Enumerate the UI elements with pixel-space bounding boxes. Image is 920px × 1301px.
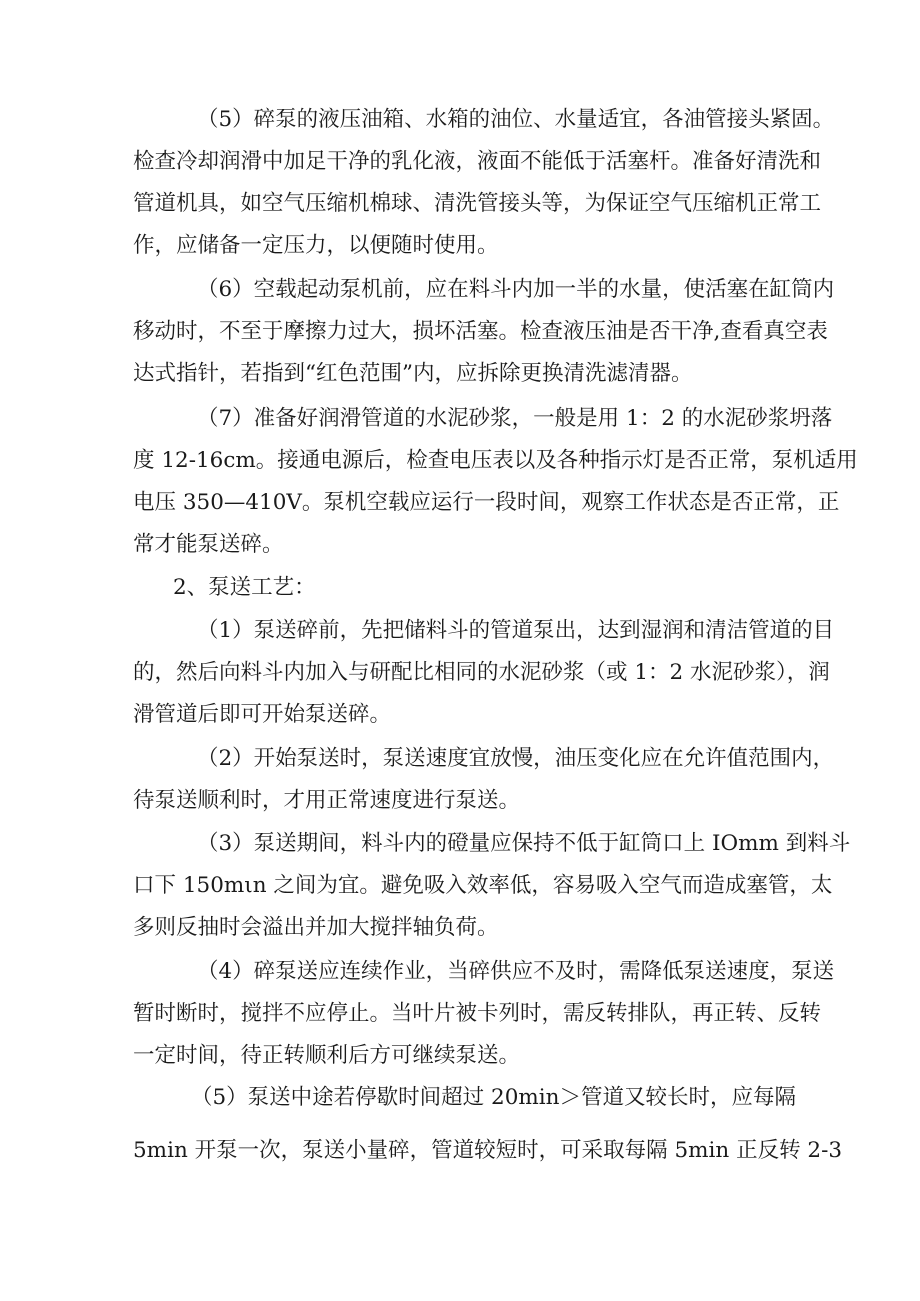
paragraph-line: （6）空载起动泵机前，应在料斗内加一半的水量，使活塞在缸筒内 [197, 277, 835, 302]
paragraph-line: 电压 350—410V。泵机空载应运行一段时间，观察工作状态是否正常，正 [133, 490, 840, 515]
paragraph-line: 移动时，不至于摩擦力过大，损坏活塞。检查液压油是否干净,查看真空表 [133, 319, 828, 344]
paragraph-line: 度 12-16cm。接通电源后，检查电压表以及各种指示灯是否正常，泵机适用 [133, 448, 858, 473]
paragraph-line: 滑管道后即可开始泵送碎。 [133, 702, 392, 727]
paragraph-line: 口下 150mιn 之间为宜。避免吸入效率低，容易吸入空气而造成塞管，太 [133, 873, 833, 898]
section-heading: 2、泵送工艺： [173, 575, 316, 600]
paragraph-line: 多则反抽时会溢出并加大搅拌轴负荷。 [133, 915, 499, 940]
paragraph-line: 5min 开泵一次，泵送小量碎，管道较短时，可采取每隔 5min 正反转 2-3 [133, 1138, 843, 1163]
paragraph-line: （2）开始泵送时，泵送速度宜放慢，油压变化应在允许值范围内， [197, 746, 835, 771]
paragraph-line: 检查冷却润滑中加足干净的乳化液，液面不能低于活塞杆。准备好清洗和 [133, 149, 822, 174]
paragraph-line: （7）准备好润滑管道的水泥砂浆，一般是用 1：2 的水泥砂浆坍落 [197, 406, 833, 431]
paragraph-line: 的，然后向料斗内加入与研配比相同的水泥砂浆（或 1：2 水泥砂浆），润 [133, 660, 830, 685]
paragraph-line: 常才能泵送碎。 [133, 532, 284, 557]
paragraph-line: （3）泵送期间，料斗内的磴量应保持不低于缸筒口上 IOmm 到料斗 [197, 831, 851, 856]
paragraph-line: 达式指针，若指到“红色范围”内，应拆除更换清洗滤清器。 [133, 361, 693, 386]
paragraph-line: 管道机具，如空气压缩机棉球、清洗管接头等，为保证空气压缩机正常工 [133, 191, 822, 216]
paragraph-line: 待泵送顺利时，才用正常速度进行泵送。 [133, 788, 521, 813]
paragraph-line: 作，应储备一定压力，以便随时使用。 [133, 233, 499, 258]
paragraph-line: 一定时间，待正转顺利后方可继续泵送。 [133, 1043, 521, 1068]
paragraph-line: 暂时断时，搅拌不应停止。当叶片被卡列时，需反转排队，再正转、反转 [133, 1001, 822, 1026]
paragraph-line: （4）碎泵送应连续作业，当碎供应不及时，需降低泵送速度，泵送 [197, 959, 835, 984]
paragraph-line: （5）碎泵的液压油箱、水箱的油位、水量适宜，各油管接头紧固。 [197, 107, 835, 132]
paragraph-line: （1）泵送碎前，先把储料斗的管道泵出，达到湿润和清洁管道的目 [197, 618, 835, 643]
paragraph-line: （5）泵送中途若停歇时间超过 20min＞管道又较长时，应每隔 [191, 1085, 796, 1110]
